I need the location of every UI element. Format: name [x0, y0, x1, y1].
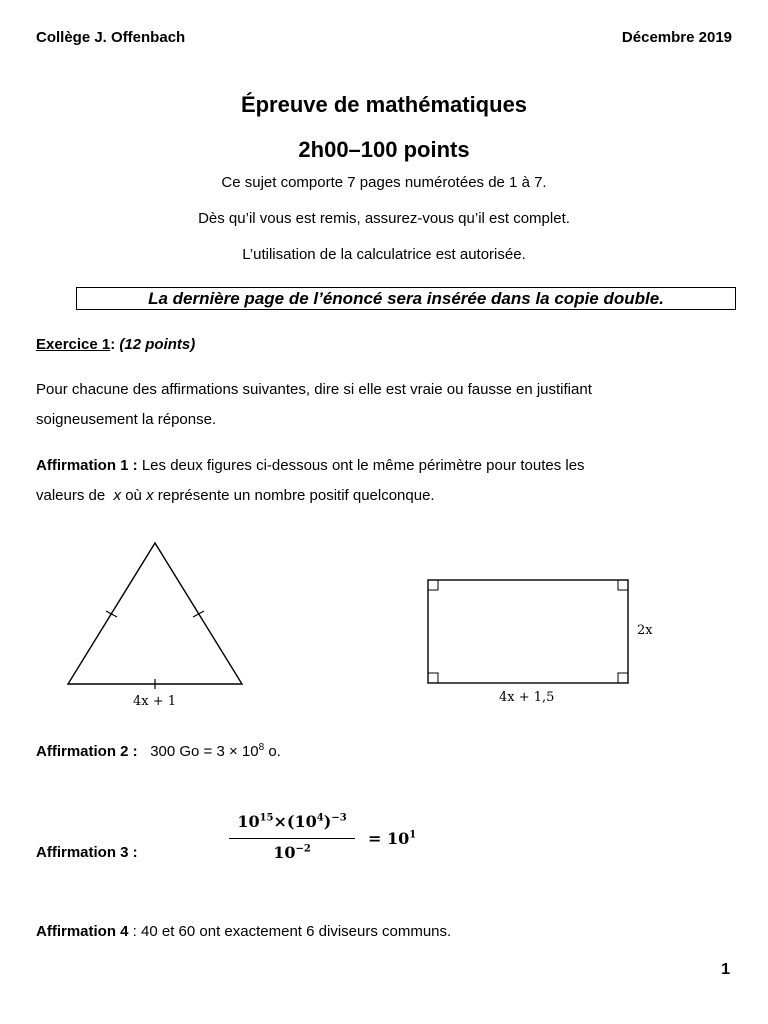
page-number: 1 [721, 961, 730, 978]
rectangle-width-label: 2x [637, 623, 653, 638]
fraction-result [368, 829, 416, 848]
numerator-inner-exponent: 4 [316, 812, 324, 824]
numerator-close: ) [323, 812, 332, 831]
affirmation-4-label: Affirmation 4 [36, 923, 129, 940]
instructions-line-2: soigneusement la réponse. [36, 411, 217, 428]
notice-box: La dernière page de l’énoncé sera insérée dans la copie double. [76, 287, 736, 310]
page-title: Épreuve de mathématiques [240, 92, 528, 117]
equilateral-triangle [68, 543, 242, 684]
school-name: Collège J. Offenbach [36, 29, 186, 46]
triangle-tick-right [193, 611, 204, 617]
affirmation-1-var-1: x [113, 487, 122, 504]
fraction-bar [229, 838, 355, 839]
right-angle-tl [428, 580, 438, 590]
page-subtitle: 2h00–100 points [298, 137, 470, 162]
exercise-points: (12 points) [119, 336, 196, 353]
rectangle-length-label: 4x + 1,5 [499, 690, 555, 705]
affirmation-4-text: : 40 et 60 ont exactement 6 diviseurs communs. [128, 923, 452, 940]
affirmation-2-unit: o. [264, 743, 281, 760]
affirmation-2 [36, 742, 281, 760]
rectangle [428, 580, 628, 683]
instructions-line-1: Pour chacune des affirmations suivantes, dire si elle est vraie ou fausse en justifiant [36, 381, 592, 398]
header-date: Décembre 2019 [621, 29, 732, 46]
exercise-colon: : [110, 336, 116, 353]
result-text: = 10 [368, 829, 410, 848]
denominator-exponent: −2 [295, 843, 311, 855]
right-angle-br [618, 673, 628, 683]
affirmation-1-var-2: x [146, 487, 154, 504]
intro-line-2: Dès qu’il vous est remis, assurez-vous qu’il est complet. [198, 210, 570, 227]
result-exponent: 1 [409, 829, 417, 841]
affirmation-1-label: Affirmation 1 : [36, 457, 138, 474]
affirmation-2-label: Affirmation 2 : [36, 743, 138, 760]
fraction-numerator [229, 812, 355, 831]
affirmation-2-exponent: 8 [258, 742, 265, 753]
exercise-label: Exercice 1 [36, 336, 111, 353]
affirmation-1-text-1: Les deux figures ci-dessous ont le même périmètre pour toutes les [137, 457, 585, 474]
intro-line-1: Ce sujet comporte 7 pages numérotées de 1 à 7. [221, 174, 547, 191]
affirmation-4 [36, 923, 451, 940]
right-angle-bl [428, 673, 438, 683]
intro-line-3: L’utilisation de la calculatrice est autorisée. [242, 246, 526, 263]
affirmation-1-text-2b: où [121, 487, 147, 504]
affirmation-1-text-2c: représente un nombre positif quelconque. [153, 487, 435, 504]
triangle-tick-left [106, 611, 117, 617]
numerator-exponent: 15 [259, 812, 274, 824]
numerator-times: ×(10 [273, 812, 317, 831]
numerator-base: 10 [237, 812, 260, 831]
triangle-side-label: 4x + 1 [133, 694, 177, 709]
affirmation-2-text: 300 Go = 3 × 10 [150, 743, 259, 760]
affirmation-3-label: Affirmation 3 : [36, 844, 138, 861]
numerator-outer-exponent: −3 [331, 812, 347, 824]
denominator-base: 10 [273, 843, 296, 862]
right-angle-tr [618, 580, 628, 590]
fraction-denominator [229, 843, 355, 862]
affirmation-1-text-2a: valeurs de [36, 487, 110, 504]
